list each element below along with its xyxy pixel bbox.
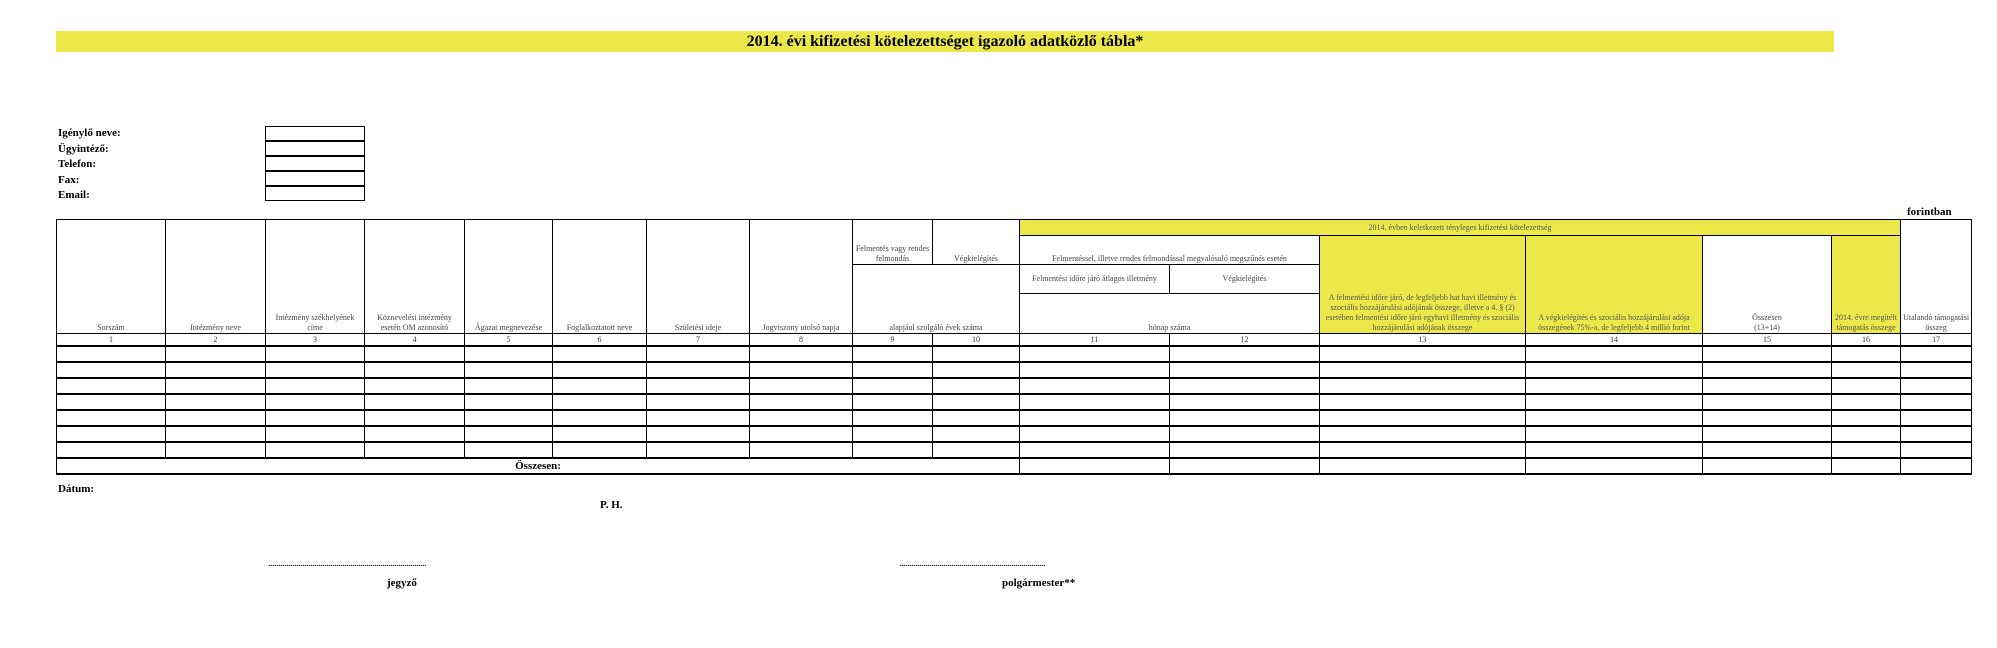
telefon-input[interactable] xyxy=(265,156,365,171)
header-felmentesi-ido: Felmentési időre járó átlagos illetmény xyxy=(1020,265,1170,294)
ph-label: P. H. xyxy=(600,499,623,511)
header-om: Köznevelési intézmény esetén OM azonosító xyxy=(365,220,465,334)
col-number-12: 12 xyxy=(1170,334,1320,347)
col-number-1: 1 xyxy=(57,334,166,347)
osszesen-formula: (13+14) xyxy=(1754,323,1780,332)
form-label-telefon: Telefon: xyxy=(58,158,97,170)
header-jogviszony: Jogviszony utolsó napja xyxy=(750,220,853,334)
col-number-15: 15 xyxy=(1703,334,1832,347)
header-foglalkoztatott: Foglalkoztatott neve xyxy=(553,220,647,334)
col-number-11: 11 xyxy=(1020,334,1170,347)
table-row xyxy=(57,442,1972,458)
header-intezmeny-neve: Intézmény neve xyxy=(166,220,266,334)
header-group-2014: 2014. évben keletkezett tényleges kifizetési kötelezettség xyxy=(1020,220,1901,236)
header-szuletesi: Születési ideje xyxy=(647,220,750,334)
col-number-2: 2 xyxy=(166,334,266,347)
header-col-14: A végkielégítés és szociális hozzájárulási adója összegének 75%-a, de legfeljebb 4 millió forint xyxy=(1526,236,1703,334)
form-label-email: Email: xyxy=(58,189,90,201)
osszesen-label: Összesen xyxy=(1752,313,1782,322)
table-row xyxy=(57,346,1972,362)
header-utalando: Utalandó támogatási összeg xyxy=(1901,220,1972,334)
header-sorszam: Sorszám xyxy=(57,220,166,334)
page-title: 2014. évi kifizetési kötelezettséget igazoló adatközlő tábla* xyxy=(56,31,1834,52)
col-number-17: 17 xyxy=(1901,334,1972,347)
header-alapjaul: alapjául szolgáló évek száma xyxy=(853,265,1020,334)
header-osszesen xyxy=(1703,236,1832,334)
table-row xyxy=(57,362,1972,378)
col-number-4: 4 xyxy=(365,334,465,347)
signature-jegyzo: jegyző xyxy=(387,577,417,589)
header-megitelt: 2014. évre megítélt támogatás összege xyxy=(1832,236,1901,334)
col-number-13: 13 xyxy=(1320,334,1526,347)
table-row xyxy=(57,410,1972,426)
datum-label: Dátum: xyxy=(58,483,95,495)
signature-line-left: ............................................................................... xyxy=(268,558,426,569)
ugyintezo-input[interactable] xyxy=(265,141,365,156)
col-number-5: 5 xyxy=(465,334,553,347)
header-col-13: A felmentési időre járó, de legfeljebb hat havi illetmény és szociális hozzájárulási adójának összege, illetve a 4. § (2) esetében felmentési időre járó egyhavi illetmény és szociális hozzájárulási adójának összege xyxy=(1320,236,1526,334)
header-agazat: Ágazat megnevezése xyxy=(465,220,553,334)
header-honap: hónap száma xyxy=(1020,294,1320,334)
table-row xyxy=(57,378,1972,394)
col-number-10: 10 xyxy=(933,334,1020,347)
sum-label: Összesen: xyxy=(57,458,1020,474)
col-number-7: 7 xyxy=(647,334,750,347)
col-number-6: 6 xyxy=(553,334,647,347)
data-table xyxy=(56,219,1972,475)
form-label-ugyintezo: Ügyintéző: xyxy=(58,143,109,155)
signature-line-right: ......................................................................... xyxy=(899,558,1045,569)
header-felmentessel: Felmentéssel, illetve rendes felmondással megvalósuló megszűnés esetén xyxy=(1020,236,1320,265)
unit-label: forintban xyxy=(1907,206,1952,218)
table-row xyxy=(57,394,1972,410)
header-felmentes-vagy: Felmentés vagy rendes felmondás xyxy=(853,220,933,265)
col-number-16: 16 xyxy=(1832,334,1901,347)
header-szekhely: Intézmény székhelyének címe xyxy=(266,220,365,334)
form-label-igenylo: Igénylő neve: xyxy=(58,127,121,139)
signature-polgarmester: polgármester** xyxy=(1002,577,1076,589)
header-vegkielegites: Végkielégítés xyxy=(933,220,1020,265)
igenylo-input[interactable] xyxy=(265,126,365,141)
form-label-fax: Fax: xyxy=(58,174,80,186)
col-number-8: 8 xyxy=(750,334,853,347)
col-number-14: 14 xyxy=(1526,334,1703,347)
header-vegkielegites-2: Végkielégítés xyxy=(1170,265,1320,294)
fax-input[interactable] xyxy=(265,171,365,186)
col-number-3: 3 xyxy=(266,334,365,347)
col-number-9: 9 xyxy=(853,334,933,347)
table-row xyxy=(57,426,1972,442)
sum-row xyxy=(57,458,1972,474)
email-input[interactable] xyxy=(265,186,365,201)
